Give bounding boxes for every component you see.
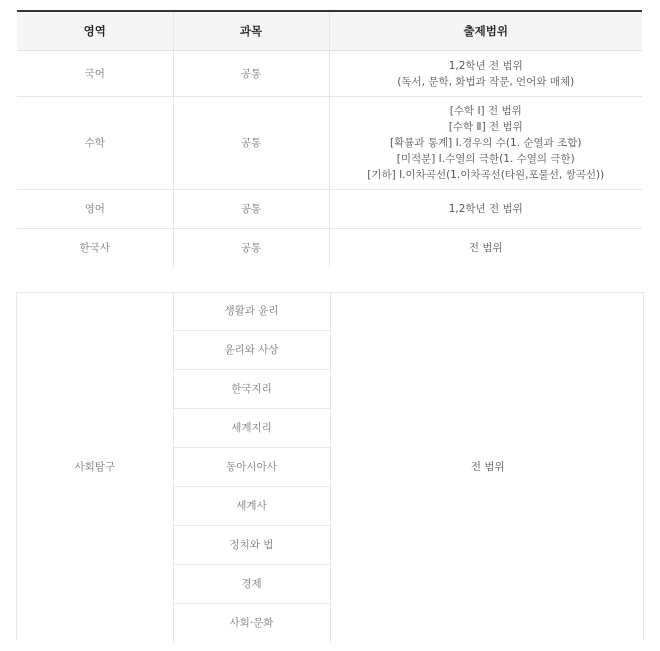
area-cell: 한국사	[17, 229, 173, 267]
table-row	[17, 51, 642, 97]
range-cell	[329, 97, 642, 190]
range-line: [기하] Ⅰ.이차곡선(1.이차곡선(타원,포물선, 쌍곡선))	[367, 169, 605, 181]
range-line: (독서, 문학, 화법과 작문, 언어와 매체)	[397, 75, 575, 88]
exam-scope-table	[17, 10, 642, 267]
range-cell	[329, 229, 642, 267]
subject-cell: 윤리와 사상	[173, 331, 330, 370]
area-cell: 사회탐구	[74, 461, 116, 473]
table-row	[17, 229, 642, 267]
table-row	[17, 97, 642, 190]
area-cell: 국어	[17, 51, 173, 97]
table-row	[17, 292, 645, 331]
subject-cell: 공통	[173, 229, 329, 267]
subject-cell: 한국지리	[173, 370, 330, 409]
range-cell	[329, 190, 642, 229]
range-cell: 전 범위	[470, 461, 505, 473]
area-cell: 영어	[17, 190, 173, 229]
range-line: 1,2학년 전 범위	[448, 203, 523, 215]
table-row	[17, 190, 642, 229]
header-area: 영역	[17, 11, 173, 51]
range-line: [수학 Ⅰ] 전 범위	[449, 105, 522, 117]
range-cell	[329, 51, 642, 97]
range-line: [수학 Ⅱ] 전 범위	[448, 121, 523, 133]
subject-cell: 동아시아사	[173, 448, 330, 487]
subject-cell: 사회·문화	[173, 604, 330, 643]
range-line: [확률과 통계] Ⅰ.경우의 수(1. 순열과 조합)	[389, 137, 582, 149]
subject-cell: 공통	[173, 190, 329, 229]
subject-cell: 생활과 윤리	[173, 292, 330, 331]
subject-cell: 세계지리	[173, 409, 330, 448]
subject-cell: 세계사	[173, 487, 330, 526]
range-line: [미적분] Ⅰ.수열의 극한(1. 수열의 극한)	[396, 153, 575, 165]
range-line: 1,2학년 전 범위	[448, 59, 523, 72]
subject-cell: 경제	[173, 565, 330, 604]
area-cell: 수학	[17, 97, 173, 190]
header-row	[17, 11, 642, 51]
subject-cell: 정치와 법	[173, 526, 330, 565]
header-range: 출제범위	[329, 11, 642, 51]
range-line: 전 범위	[468, 241, 503, 254]
header-subject: 과목	[173, 11, 329, 51]
social-studies-table	[17, 292, 645, 642]
subject-cell: 공통	[173, 97, 329, 190]
subject-cell: 공통	[173, 51, 329, 97]
